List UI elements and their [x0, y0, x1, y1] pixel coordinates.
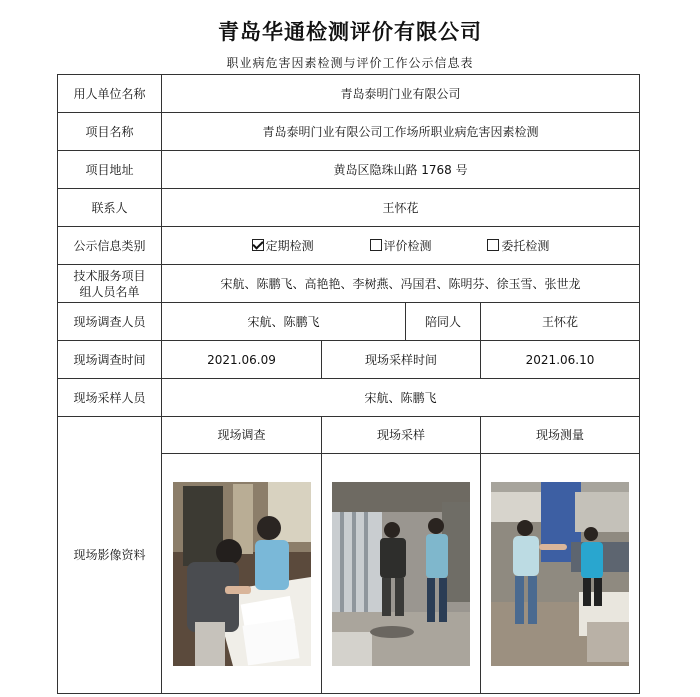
employer-label: 用人单位名称	[58, 75, 162, 113]
form-subtitle: 职业病危害因素检测与评价工作公示信息表	[226, 56, 474, 70]
media-header-sampling: 现场采样	[322, 417, 481, 454]
sampling-staff-label: 现场采样人员	[58, 379, 162, 417]
category-option-commissioned[interactable]	[487, 238, 549, 254]
category-option-label: 委托检测	[501, 238, 550, 253]
row-survey-staff	[58, 303, 640, 341]
survey-time-label: 现场调查时间	[58, 341, 162, 379]
category-options	[162, 227, 640, 265]
team-label: 技术服务项目组人员名单	[58, 265, 162, 303]
row-project	[58, 113, 640, 151]
escort-value: 王怀花	[481, 303, 640, 341]
escort-label: 陪同人	[406, 303, 481, 341]
survey-staff-label: 现场调查人员	[58, 303, 162, 341]
media-header-measurement: 现场测量	[481, 417, 640, 454]
checkbox-icon[interactable]	[370, 239, 382, 251]
photo-cell-sampling	[322, 454, 481, 694]
survey-staff-value: 宋航、陈鹏飞	[162, 303, 406, 341]
photo-sampling	[332, 482, 470, 666]
photo-survey	[173, 482, 311, 666]
category-label: 公示信息类别	[58, 227, 162, 265]
employer-value: 青岛泰明门业有限公司	[162, 75, 640, 113]
media-header-survey: 现场调查	[162, 417, 322, 454]
contact-value: 王怀花	[162, 189, 640, 227]
project-value: 青岛泰明门业有限公司工作场所职业病危害因素检测	[162, 113, 640, 151]
row-times	[58, 341, 640, 379]
photo-cell-measurement	[481, 454, 640, 694]
address-label: 项目地址	[58, 151, 162, 189]
checkbox-icon[interactable]	[487, 239, 499, 251]
company-title: 青岛华通检测评价有限公司	[218, 20, 482, 44]
category-option-label: 定期检测	[265, 238, 314, 253]
category-option-periodic[interactable]	[252, 238, 314, 254]
row-media-headers	[58, 417, 640, 454]
category-option-evaluation[interactable]	[370, 238, 432, 254]
sampling-staff-value: 宋航、陈鹏飞	[162, 379, 640, 417]
media-label: 现场影像资料	[58, 417, 162, 694]
survey-time-value: 2021.06.09	[162, 341, 322, 379]
category-option-label: 评价检测	[383, 238, 432, 253]
row-sampling-staff	[58, 379, 640, 417]
checkbox-icon-checked[interactable]	[252, 239, 264, 251]
sampling-time-label: 现场采样时间	[322, 341, 481, 379]
row-contact	[58, 189, 640, 227]
row-address	[58, 151, 640, 189]
info-table	[57, 74, 640, 694]
photo-measurement	[491, 482, 629, 666]
photo-cell-survey	[162, 454, 322, 694]
row-category	[58, 227, 640, 265]
row-employer	[58, 75, 640, 113]
address-value: 黄岛区隐珠山路 1768 号	[162, 151, 640, 189]
team-value: 宋航、陈鹏飞、高艳艳、李树燕、冯国君、陈明芬、徐玉雪、张世龙	[162, 265, 640, 303]
row-team	[58, 265, 640, 303]
sampling-time-value: 2021.06.10	[481, 341, 640, 379]
project-label: 项目名称	[58, 113, 162, 151]
contact-label: 联系人	[58, 189, 162, 227]
